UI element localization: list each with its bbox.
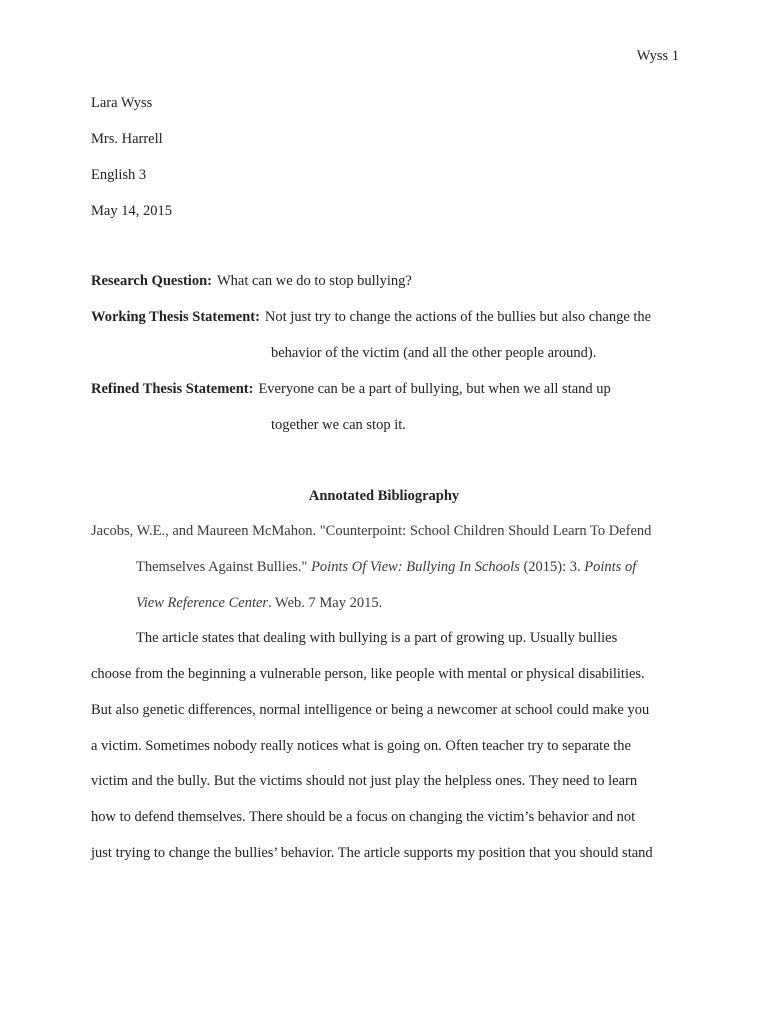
course-name: English 3	[91, 167, 147, 183]
annotation-line-4: a victim. Sometimes nobody really notices what is going on. Often teacher try to separate the	[91, 738, 631, 754]
citation-line-3	[136, 594, 382, 612]
working-thesis	[91, 308, 651, 326]
student-name: Lara Wyss	[91, 95, 153, 111]
refined-thesis-line-2: together we can stop it.	[271, 417, 406, 433]
citation-line-1: Jacobs, W.E., and Maureen McMahon. "Counterpoint: School Children Should Learn To Defend	[91, 523, 652, 539]
citation-database-end: View Reference Center	[136, 595, 269, 611]
annotation-line-6: how to defend themselves. There should be a focus on changing the victim’s behavior and not	[91, 809, 636, 825]
citation-database-start: Points of	[584, 559, 637, 575]
refined-thesis	[91, 380, 611, 398]
page-header: Wyss 1	[636, 48, 679, 64]
teacher-name: Mrs. Harrell	[91, 131, 163, 147]
annotation-line-3: But also genetic differences, normal intelligence or being a newcomer at school could make you	[91, 702, 650, 718]
citation-article-end: Themselves Against Bullies."	[136, 559, 312, 575]
annotation-line-5: victim and the bully. But the victims should not just play the helpless ones. They need to learn	[91, 773, 638, 789]
working-thesis-line-1: Not just try to change the actions of the bullies but also change the	[264, 309, 652, 325]
citation-year-page: (2015): 3.	[519, 559, 585, 575]
annotation-line-7: just trying to change the bullies’ behavior. The article supports my position that you should stand	[91, 845, 653, 861]
citation-access: . Web. 7 May 2015.	[268, 595, 383, 611]
bibliography-title: Annotated Bibliography	[308, 488, 460, 504]
document-date: May 14, 2015	[91, 203, 172, 219]
refined-thesis-line-1: Everyone can be a part of bullying, but when we all stand up	[258, 381, 611, 397]
working-thesis-label: Working Thesis Statement:	[91, 309, 260, 325]
refined-thesis-label: Refined Thesis Statement:	[91, 381, 254, 397]
annotation-line-2: choose from the beginning a vulnerable person, like people with mental or physical disabilities.	[91, 666, 645, 682]
annotation-line-1: The article states that dealing with bullying is a part of growing up. Usually bullies	[136, 630, 618, 646]
citation-line-2	[136, 558, 636, 576]
research-question-label: Research Question:	[91, 273, 212, 289]
research-question	[91, 272, 412, 290]
research-question-text: What can we do to stop bullying?	[216, 273, 412, 289]
citation-source-title: Points Of View: Bullying In Schools	[311, 559, 520, 575]
working-thesis-line-2: behavior of the victim (and all the other people around).	[271, 345, 597, 361]
